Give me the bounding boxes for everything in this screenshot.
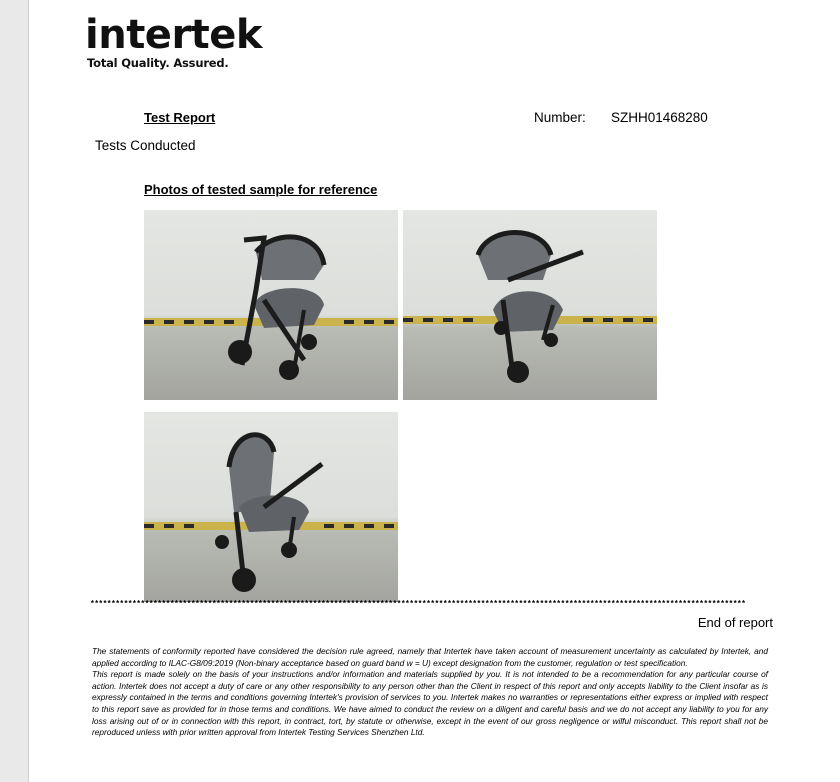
photos-heading: Photos of tested sample for reference xyxy=(144,182,378,197)
disclaimer-paragraph-2: This report is made solely on the basis of your instructions and/or information and materials supplied by you. It is not intended to be a recommendation for any particular course of action. Intertek does not accept a duty of care or any other responsibility to any person other than the Client in respect of this report and only accepts liability to the Client insofar as is expressly contained in the terms and conditions governing Intertek's provision of services to you. Intertek makes no warranties or representations either express or implied with respect to this report save as provided for in those terms and conditions. We have aimed to conduct the review on a diligent and careful basis and we do not accept any liability to you for any loss arising out of or in connection with this report, in contract, tort, by statute or otherwise, except in the event of our gross negligence or wilful misconduct. This report shall not be reproduced unless with prior written approval from Intertek Testing Services Shenzhen Ltd. xyxy=(92,669,768,738)
stroller-photo-angle-view xyxy=(144,412,398,602)
stroller-photo-side-view xyxy=(144,210,398,400)
sample-photo-3 xyxy=(144,412,398,602)
stroller-photo-front-view xyxy=(403,210,657,400)
end-of-report-label: End of report xyxy=(697,615,773,630)
intertek-logo xyxy=(85,12,263,72)
disclaimer-paragraph-1: The statements of conformity reported have considered the decision rule agreed, namely that Intertek have taken account of measurement uncertainty as calculated by Intertek, and applied according to ILAC-G8/09:2019 (Non-binary acceptance based on guard band w = U) except designation from the customer, regulation or test specification. xyxy=(92,646,768,668)
section-title: Tests Conducted xyxy=(95,138,196,153)
document-page xyxy=(28,0,840,782)
report-title: Test Report xyxy=(144,110,216,125)
report-number-value: SZHH01468280 xyxy=(611,110,708,125)
sample-photo-1 xyxy=(144,210,398,400)
sample-photo-2 xyxy=(403,210,657,400)
separator-line: ************************************************************************************************************************************************************ xyxy=(90,600,746,609)
logo-tagline: Total Quality. Assured. xyxy=(87,56,229,70)
report-number-label: Number: xyxy=(534,110,586,125)
logo-wordmark: intertek xyxy=(85,12,263,58)
disclaimer-text xyxy=(92,646,768,739)
